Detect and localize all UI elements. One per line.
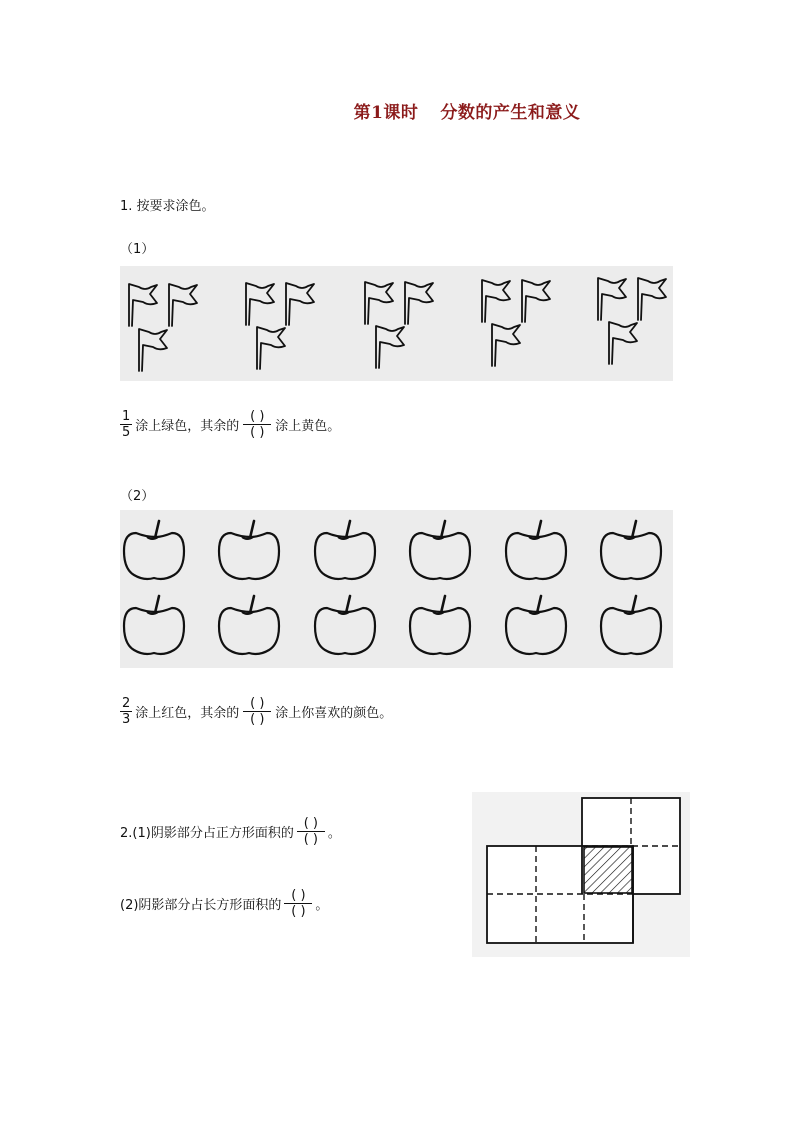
- flag-icon: [609, 322, 637, 364]
- question-1-prompt: 1. 按要求涂色。: [120, 199, 215, 214]
- blank-denominator[interactable]: ( ): [303, 832, 318, 847]
- blank-numerator[interactable]: ( ): [250, 409, 265, 424]
- flags-illustration: [120, 266, 673, 381]
- punctuation: 。: [315, 898, 329, 913]
- given-fraction: [120, 696, 132, 727]
- fraction-numerator: 1: [122, 409, 131, 424]
- question-2-part-1: [120, 816, 341, 847]
- fraction-denominator: 3: [122, 712, 131, 727]
- apple-icon: [506, 596, 566, 654]
- blank-denominator[interactable]: ( ): [291, 904, 306, 919]
- flag-icon: [286, 283, 314, 325]
- instruction-text: 涂上黄色。: [275, 419, 341, 434]
- blank-numerator[interactable]: ( ): [291, 888, 306, 903]
- instruction-text: 涂上绿色，其余的: [135, 419, 240, 434]
- question-text: 2.(1)阴影部分占正方形面积的: [120, 826, 294, 841]
- apple-icon: [124, 596, 184, 654]
- apple-row-1: [124, 521, 661, 579]
- flag-group-4: [482, 280, 550, 366]
- apples-illustration: [120, 510, 673, 668]
- question-1-part-2-instruction: [120, 696, 392, 727]
- flag-icon: [365, 282, 393, 324]
- question-2-part-2: [120, 888, 328, 919]
- blank-denominator[interactable]: ( ): [250, 425, 265, 440]
- area-diagram: [472, 792, 690, 957]
- flag-icon: [129, 284, 157, 326]
- apple-icon: [315, 521, 375, 579]
- apple-icon: [506, 521, 566, 579]
- question-1-part-2-label: （2）: [120, 489, 155, 504]
- flag-icon: [246, 283, 274, 325]
- flag-group-5: [598, 278, 666, 364]
- shaded-region: [584, 847, 632, 893]
- fraction-numerator: 2: [122, 696, 131, 711]
- apple-row-2: [124, 596, 661, 654]
- blank-denominator[interactable]: ( ): [250, 712, 265, 727]
- instruction-text: 涂上红色，其余的: [135, 706, 240, 721]
- flag-icon: [492, 324, 520, 366]
- apple-icon: [219, 521, 279, 579]
- apple-icon: [601, 521, 661, 579]
- flag-group-2: [246, 283, 314, 369]
- flag-icon: [405, 282, 433, 324]
- lesson-topic: 分数的产生和意义: [440, 103, 581, 123]
- apple-icon: [410, 596, 470, 654]
- fraction-denominator: 5: [122, 425, 131, 440]
- given-fraction: [120, 409, 132, 440]
- apple-icon: [124, 521, 184, 579]
- punctuation: 。: [327, 826, 341, 841]
- flag-group-1: [129, 284, 197, 371]
- page-title: [0, 98, 794, 123]
- question-text: (2)阴影部分占长方形面积的: [120, 898, 282, 913]
- apple-icon: [315, 596, 375, 654]
- apple-icon: [219, 596, 279, 654]
- flag-icon: [482, 280, 510, 322]
- answer-blank-fraction[interactable]: [284, 888, 312, 919]
- flag-icon: [139, 329, 167, 371]
- answer-blank-fraction[interactable]: [243, 696, 271, 727]
- blank-numerator[interactable]: ( ): [250, 696, 265, 711]
- instruction-text: 涂上你喜欢的颜色。: [275, 706, 393, 721]
- lesson-number: 第1课时: [353, 103, 419, 123]
- flag-icon: [376, 326, 404, 368]
- flag-icon: [169, 284, 197, 326]
- question-1-part-1-instruction: [120, 409, 340, 440]
- answer-blank-fraction[interactable]: [243, 409, 271, 440]
- square-rectangle-figure: [472, 792, 690, 957]
- flag-icon: [522, 280, 550, 322]
- flag-group-3: [365, 282, 433, 368]
- apple-icon: [601, 596, 661, 654]
- apple-icon: [410, 521, 470, 579]
- flag-icon: [638, 278, 666, 320]
- flags-panel: [120, 266, 673, 381]
- flag-icon: [598, 278, 626, 320]
- question-1-part-1-label: （1）: [120, 242, 155, 257]
- answer-blank-fraction[interactable]: [297, 816, 325, 847]
- flag-icon: [257, 327, 285, 369]
- blank-numerator[interactable]: ( ): [303, 816, 318, 831]
- apples-panel: [120, 510, 673, 668]
